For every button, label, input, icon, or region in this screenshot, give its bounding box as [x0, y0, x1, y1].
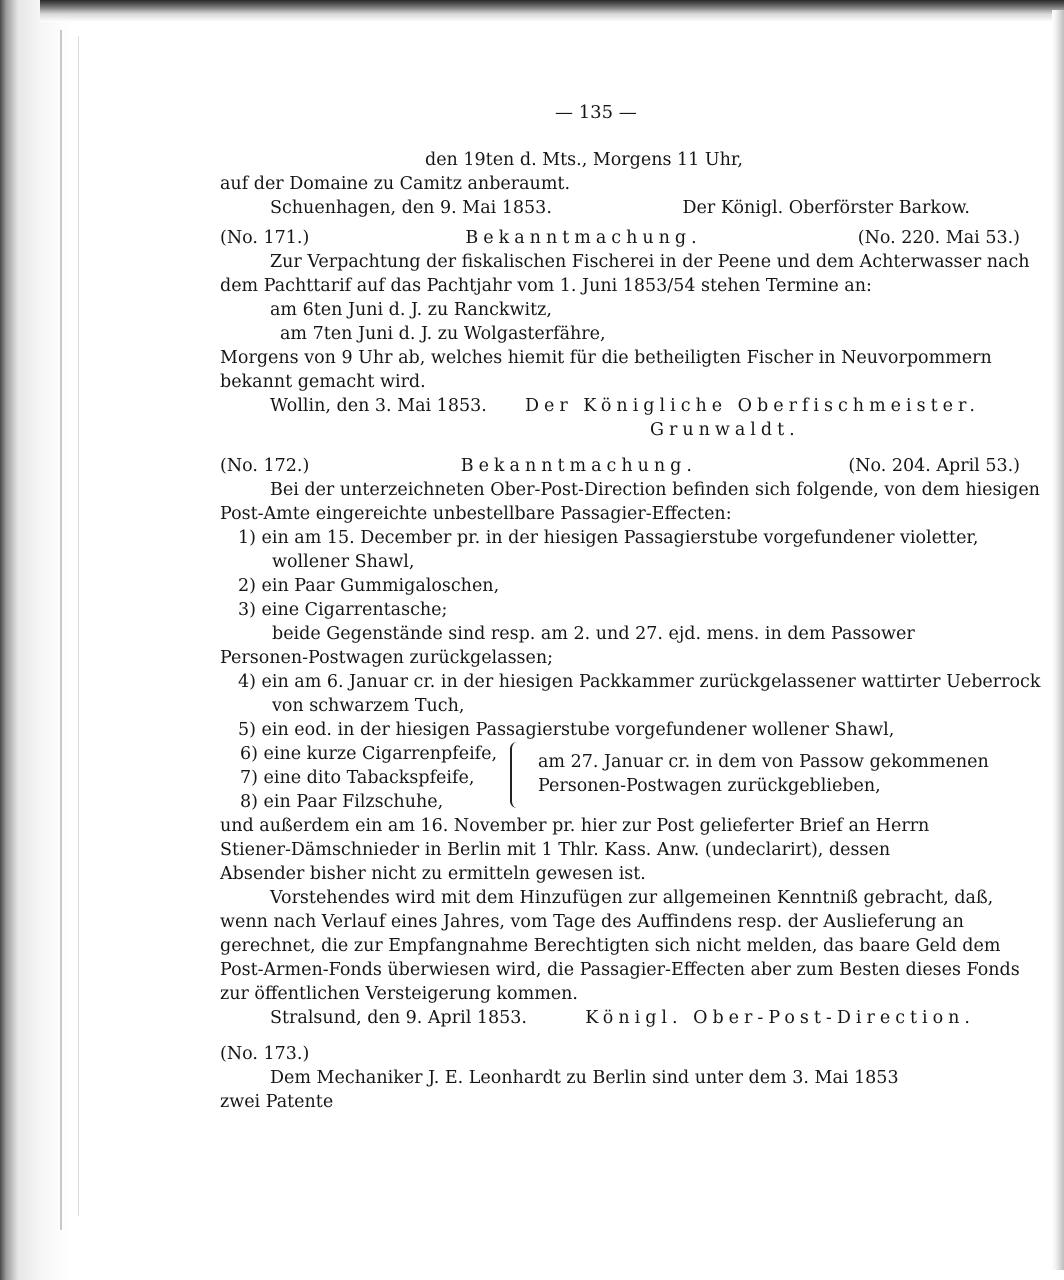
notice-172-intro-1: Bei der unterzeichneten Ober-Post-Direction befinden sich folgende, von dem hiesigen — [270, 480, 1040, 500]
notice-172-intro-2: Post-Amte eingereichte unbestellbare Passagier-Effecten: — [220, 504, 732, 524]
notice-171-signature-name: Grunwaldt. — [650, 420, 800, 440]
notice-171-term-2: am 7ten Juni d. J. zu Wolgasterfähre, — [280, 324, 606, 344]
page-right-edge — [1052, 10, 1064, 1270]
notice-172-item-1-cont: wollener Shawl, — [272, 552, 415, 572]
notice-171-header — [220, 226, 1020, 250]
notice-172-para-5: zur öffentlichen Versteigerung kommen. — [220, 984, 578, 1004]
notice-171-footer — [220, 394, 1020, 418]
notice-172-para-3: gerechnet, die zur Empfangnahme Berechtigten sich nicht melden, das baare Geld dem — [220, 936, 1001, 956]
notice-173-number: (No. 173.) — [220, 1044, 310, 1064]
brace-text — [538, 750, 989, 798]
notice-172-ref: (No. 204. April 53.) — [848, 456, 1020, 476]
intro-place-date: Schuenhagen, den 9. Mai 1853. — [270, 198, 552, 218]
notice-172-para-2: wenn nach Verlauf eines Jahres, vom Tage des Auffindens resp. der Auslieferung an — [220, 912, 964, 932]
notice-171-number: (No. 171.) — [220, 228, 310, 248]
notice-172-signature: Königl. Ober-Post-Direction. — [585, 1008, 975, 1028]
brace-items — [240, 742, 497, 814]
notice-172-item-1: 1) ein am 15. December pr. in der hiesigen Passagierstube vorgefundener violetter, — [238, 528, 979, 548]
notice-171-line-4: bekannt gemacht wird. — [220, 372, 426, 392]
document-body — [220, 98, 1041, 1114]
notice-171-title: Bekanntmachung. — [465, 228, 702, 248]
notice-172-header — [220, 454, 1020, 478]
notice-172-after-1: und außerdem ein am 16. November pr. hier zur Post gelieferter Brief an Herrn — [220, 816, 930, 836]
notice-172-item-6: 6) eine kurze Cigarrenpfeife, — [240, 744, 498, 764]
notice-172-item-3: 3) eine Cigarrentasche; — [238, 600, 448, 620]
notice-172-para-4: Post-Armen-Fonds überwiesen wird, die Passagier-Effecten aber zum Besten dieses Fonds — [220, 960, 1020, 980]
notice-172-para-1: Vorstehendes wird mit dem Hinzufügen zur allgemeinen Kenntniß gebracht, daß, — [270, 888, 994, 908]
notice-171-line-2: dem Pachttarif auf das Pachtjahr vom 1. Juni 1853/54 stehen Termine an: — [220, 276, 872, 296]
notice-172-item-2: 2) ein Paar Gummigaloschen, — [238, 576, 500, 596]
notice-172-brace-line-1: am 27. Januar cr. in dem von Passow gekommenen — [538, 752, 989, 772]
notice-171-signature-2 — [220, 418, 1020, 442]
notice-171-line-3: Morgens von 9 Uhr ab, welches hiemit für die betheiligten Fischer in Neuvorpommern — [220, 348, 992, 368]
notice-171-ref: (No. 220. Mai 53.) — [857, 228, 1020, 248]
notice-172-brace-line-2: Personen-Postwagen zurückgeblieben, — [538, 776, 881, 796]
notice-172-number: (No. 172.) — [220, 456, 310, 476]
notice-172-place-date: Stralsund, den 9. April 1853. — [270, 1008, 527, 1028]
notice-172-item-7: 7) eine dito Tabackspfeife, — [240, 768, 475, 788]
curly-brace — [510, 742, 524, 808]
notice-171-signature-1: Der Königliche Oberfischmeister. — [524, 396, 980, 416]
page-fold-line-inner — [78, 36, 79, 1216]
notice-172-item-5: 5) ein eod. in der hiesigen Passagierstube vorgefundener wollener Shawl, — [238, 720, 895, 740]
page-number: — 135 — — [555, 102, 637, 123]
notice-171-term-1: am 6ten Juni d. J. zu Ranckwitz, — [270, 300, 552, 320]
intro-signature: Der Königl. Oberförster Barkow. — [682, 198, 970, 218]
notice-172-both-cont: Personen-Postwagen zurückgelassen; — [220, 648, 554, 668]
notice-173-line-1: Dem Mechaniker J. E. Leonhardt zu Berlin sind unter dem 3. Mai 1853 — [270, 1068, 899, 1088]
notice-172-both: beide Gegenstände sind resp. am 2. und 27. ejd. mens. in dem Passower — [272, 624, 915, 644]
notice-172-item-4: 4) ein am 6. Januar cr. in der hiesigen Packkammer zurückgelassener wattirter Ueberrock — [238, 672, 1041, 692]
notice-172-footer — [220, 1006, 1020, 1030]
notice-172-after-3: Absender bisher nicht zu ermitteln gewesen ist. — [220, 864, 646, 884]
notice-172-item-4-cont: von schwarzem Tuch, — [272, 696, 465, 716]
intro-line-1: den 19ten d. Mts., Morgens 11 Uhr, — [425, 150, 743, 170]
notice-171-line-1: Zur Verpachtung der fiskalischen Fischerei in der Peene und dem Achterwasser nach — [270, 252, 1030, 272]
notice-172-title: Bekanntmachung. — [460, 456, 697, 476]
notice-173-line-2: zwei Patente — [220, 1092, 334, 1112]
intro-footer — [220, 196, 1020, 220]
notice-171-place-date: Wollin, den 3. Mai 1853. — [270, 396, 487, 416]
intro-line-2: auf der Domaine zu Camitz anberaumt. — [220, 174, 571, 194]
notice-172-after-2: Stiener-Dämschnieder in Berlin mit 1 Thlr. Kass. Anw. (undeclarirt), dessen — [220, 840, 891, 860]
notice-172-item-8: 8) ein Paar Filzschuhe, — [240, 792, 444, 812]
page-top-edge — [40, 0, 1064, 22]
page-fold-line — [60, 30, 62, 1230]
notice-172-brace-group — [220, 742, 1020, 814]
